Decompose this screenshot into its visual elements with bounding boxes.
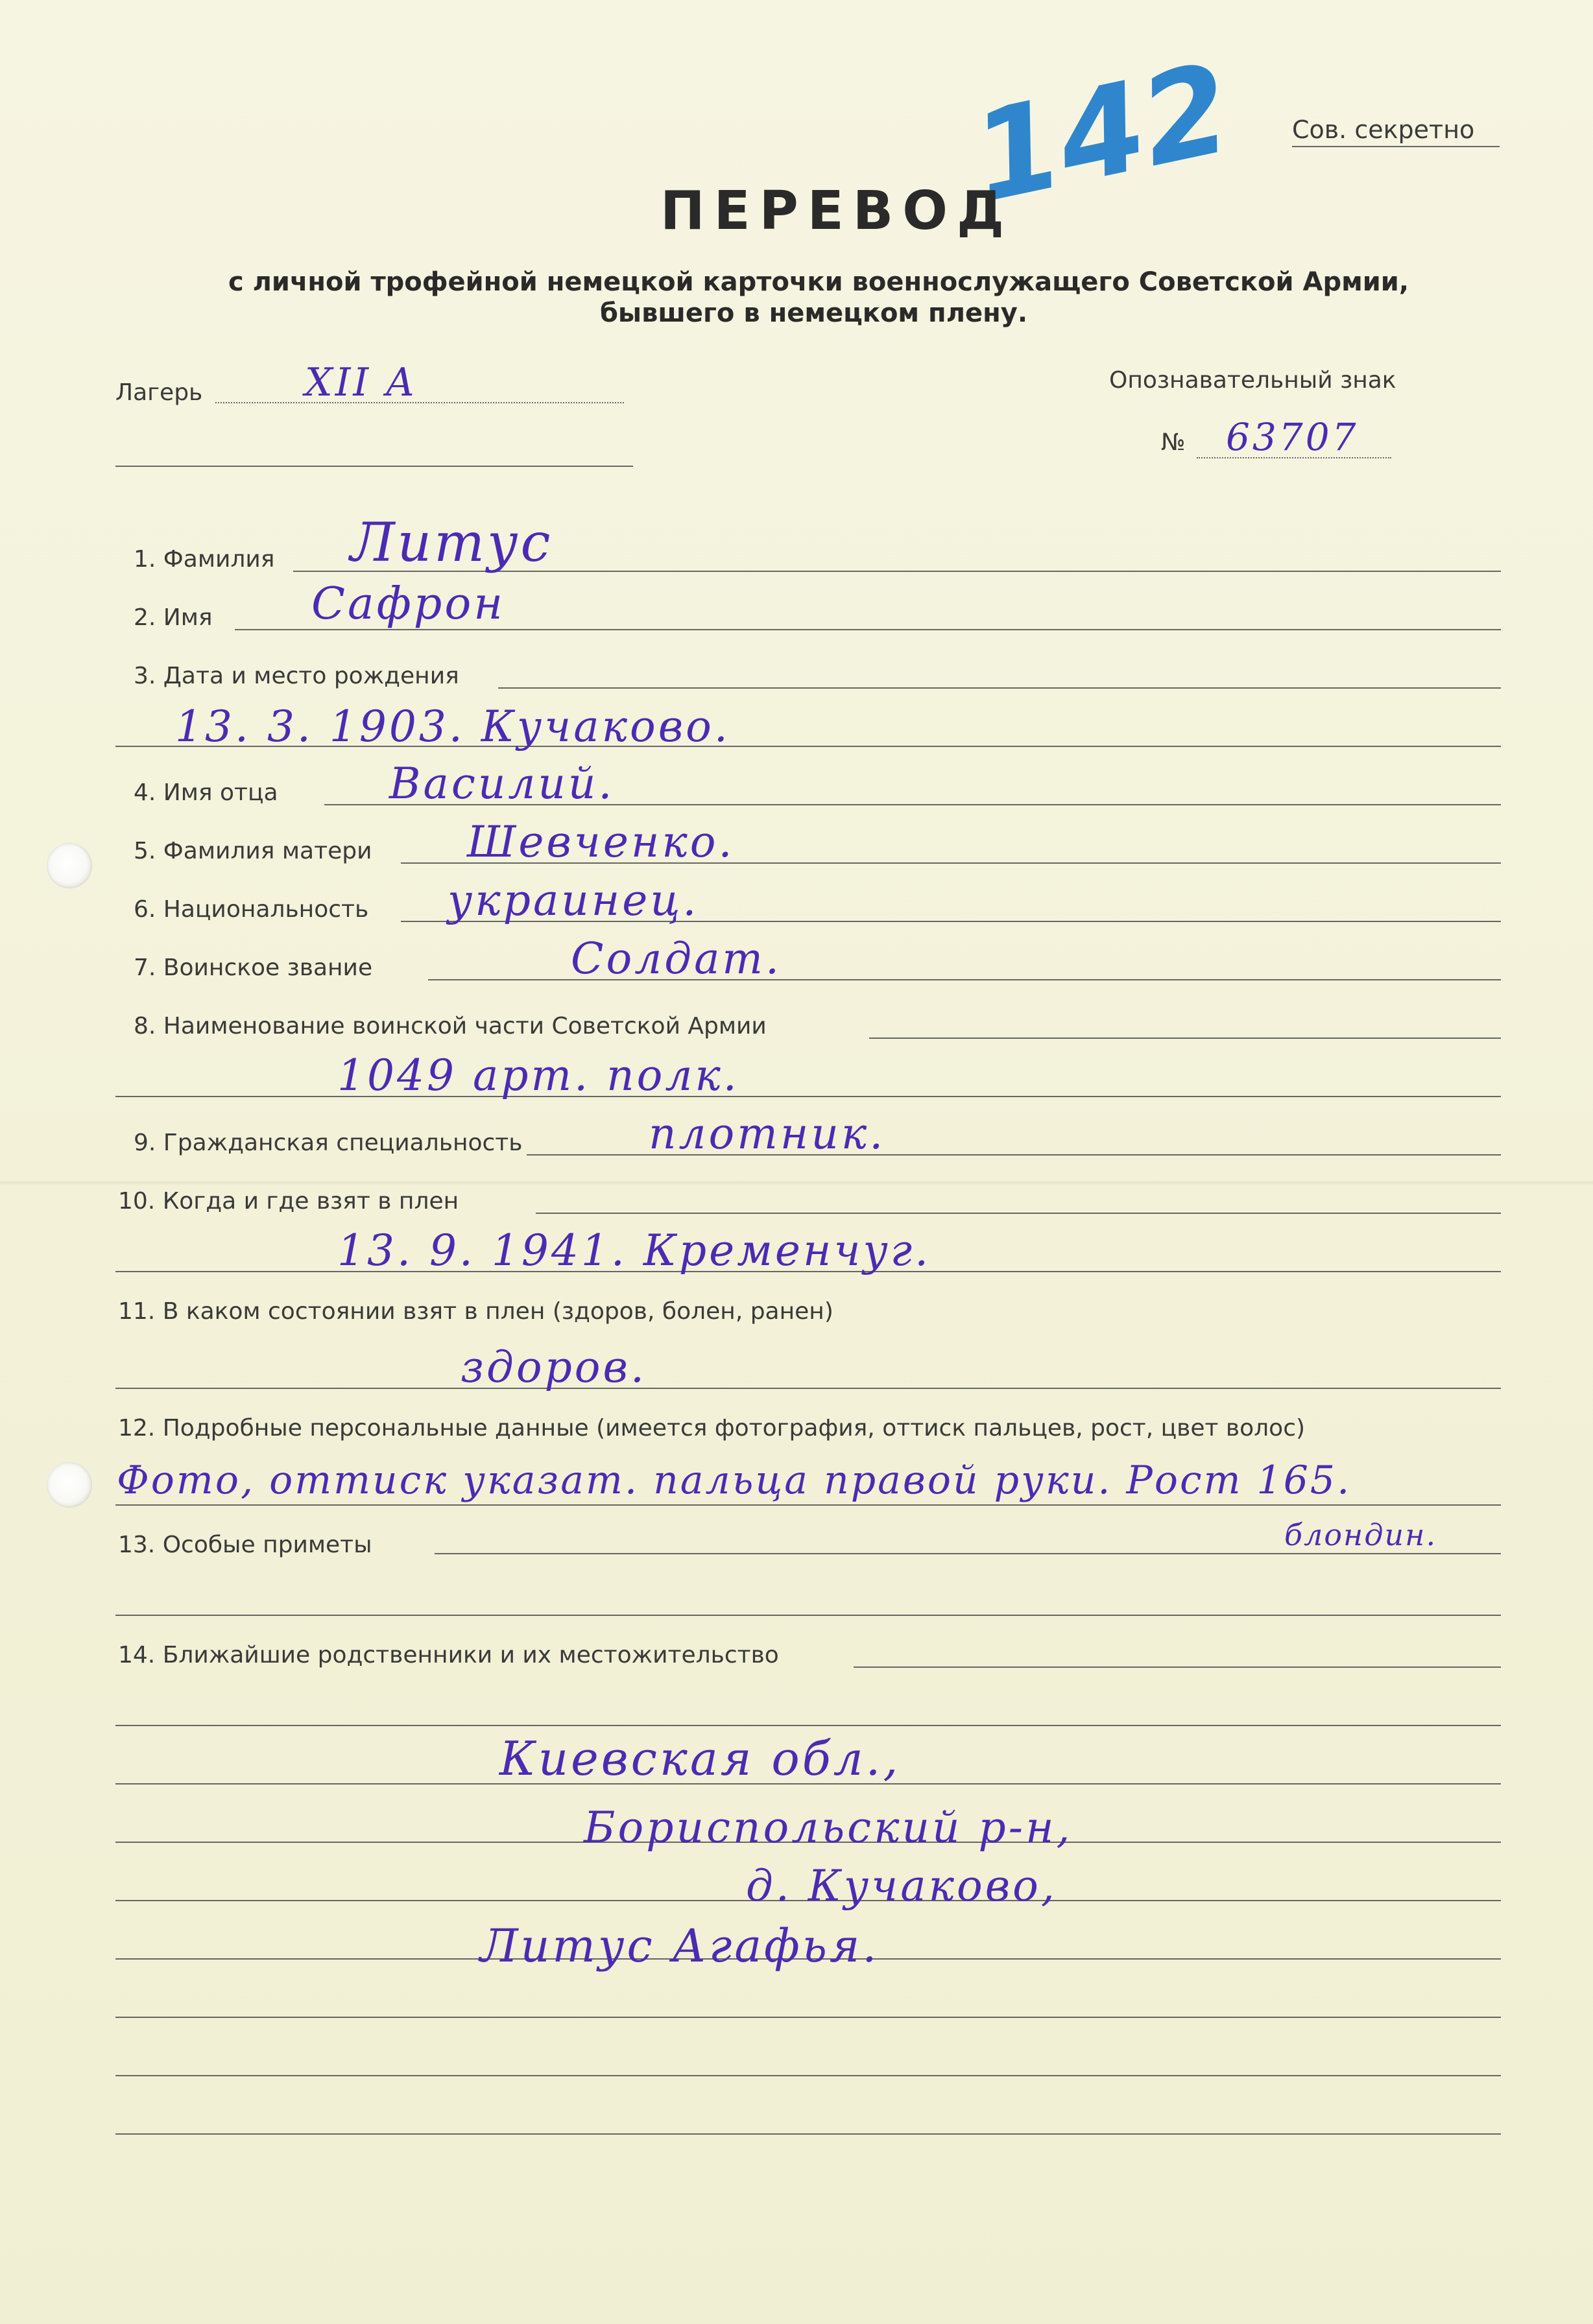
field-name-label: 2. Имя [134, 604, 213, 631]
id-tag-number-prefix: № [1161, 429, 1186, 456]
field-mother-label: 5. Фамилия матери [134, 838, 372, 864]
field-unit-value: 1049 арт. полк. [337, 1050, 739, 1100]
field-condition-line [115, 1388, 1501, 1389]
field-father-value: Василий. [389, 759, 615, 809]
field-name-value: Сафрон [311, 578, 506, 630]
camp-label: Лагерь [115, 379, 203, 406]
field-unit-line-2 [115, 1096, 1501, 1097]
blue-pencil-annotation: 142 [961, 36, 1243, 230]
field-marks-label: 13. Особые приметы [118, 1532, 372, 1558]
field-birth-label: 3. Дата и место рождения [134, 663, 459, 689]
field-birth-line [498, 687, 1501, 689]
relatives-name: Литус Агафья. [480, 1919, 880, 1973]
field-birth-value: 13. 3. 1903. Кучаково. [175, 702, 730, 752]
field-nationality-label: 6. Национальность [134, 896, 369, 923]
classification-underline [1292, 146, 1500, 147]
relatives-district: Бориспольский р-н, [584, 1803, 1073, 1853]
field-profession-value: плотник. [649, 1109, 886, 1159]
document-title: ПЕРЕВОД [660, 180, 1013, 242]
relatives-line-8 [115, 2133, 1501, 2135]
field-mother-value: Шевченко. [467, 817, 735, 867]
field-unit-line [869, 1038, 1501, 1039]
subtitle-line-2: бывшего в немецком плену. [600, 298, 1028, 328]
field-captured-label: 10. Когда и где взят в плен [118, 1188, 459, 1215]
id-tag-value: 63707 [1226, 415, 1359, 459]
relatives-village: д. Кучаково, [746, 1861, 1057, 1911]
camp-dotline [215, 402, 624, 403]
camp-extra-line [115, 466, 633, 467]
camp-value: XII A [305, 360, 417, 405]
field-relatives-label: 14. Ближайшие родственники и их местожительство [118, 1642, 779, 1668]
field-condition-value: здоров. [461, 1342, 647, 1392]
field-rank-value: Солдат. [571, 934, 782, 984]
punch-hole-top [47, 843, 92, 888]
subtitle-line-1: с личной трофейной немецкой карточки военнослужащего Советской Армии, [228, 267, 1409, 297]
relatives-line-1 [115, 1725, 1501, 1726]
field-marks-line [435, 1553, 1501, 1554]
field-captured-value: 13. 9. 1941. Кременчуг. [337, 1226, 931, 1275]
field-condition-label: 11. В каком состоянии взят в плен (здоров, болен, ранен) [118, 1298, 833, 1325]
field-surname-value: Литус [350, 512, 553, 574]
paper-fold [0, 1180, 1593, 1185]
field-rank-label: 7. Воинское звание [134, 954, 373, 981]
field-captured-line [536, 1213, 1501, 1214]
relatives-line-7 [115, 2075, 1501, 2076]
classification-stamp: Сов. секретно [1292, 115, 1475, 144]
field-marks-value: блондин. [1284, 1517, 1437, 1552]
id-tag-label: Опознавательный знак [1109, 367, 1396, 394]
field-marks-line-2 [115, 1615, 1501, 1616]
field-profession-label: 9. Гражданская специальность [134, 1130, 523, 1156]
field-nationality-value: украинец. [448, 875, 699, 925]
punch-hole-bottom [47, 1462, 92, 1508]
field-personal-data-label: 12. Подробные персональные данные (имеется фотография, оттиск пальцев, рост, цвет волос) [118, 1415, 1306, 1441]
field-unit-label: 8. Наименование воинской части Советской Армии [134, 1013, 767, 1039]
field-personal-data-line [115, 1504, 1501, 1506]
field-relatives-line [854, 1666, 1501, 1668]
relatives-line-6 [115, 2017, 1501, 2018]
field-father-label: 4. Имя отца [134, 779, 278, 806]
field-surname-label: 1. Фамилия [134, 546, 275, 573]
field-personal-data-value: Фото, оттиск указат. пальца правой руки. Рост 165. [117, 1458, 1352, 1503]
relatives-region: Киевская обл., [499, 1731, 901, 1786]
